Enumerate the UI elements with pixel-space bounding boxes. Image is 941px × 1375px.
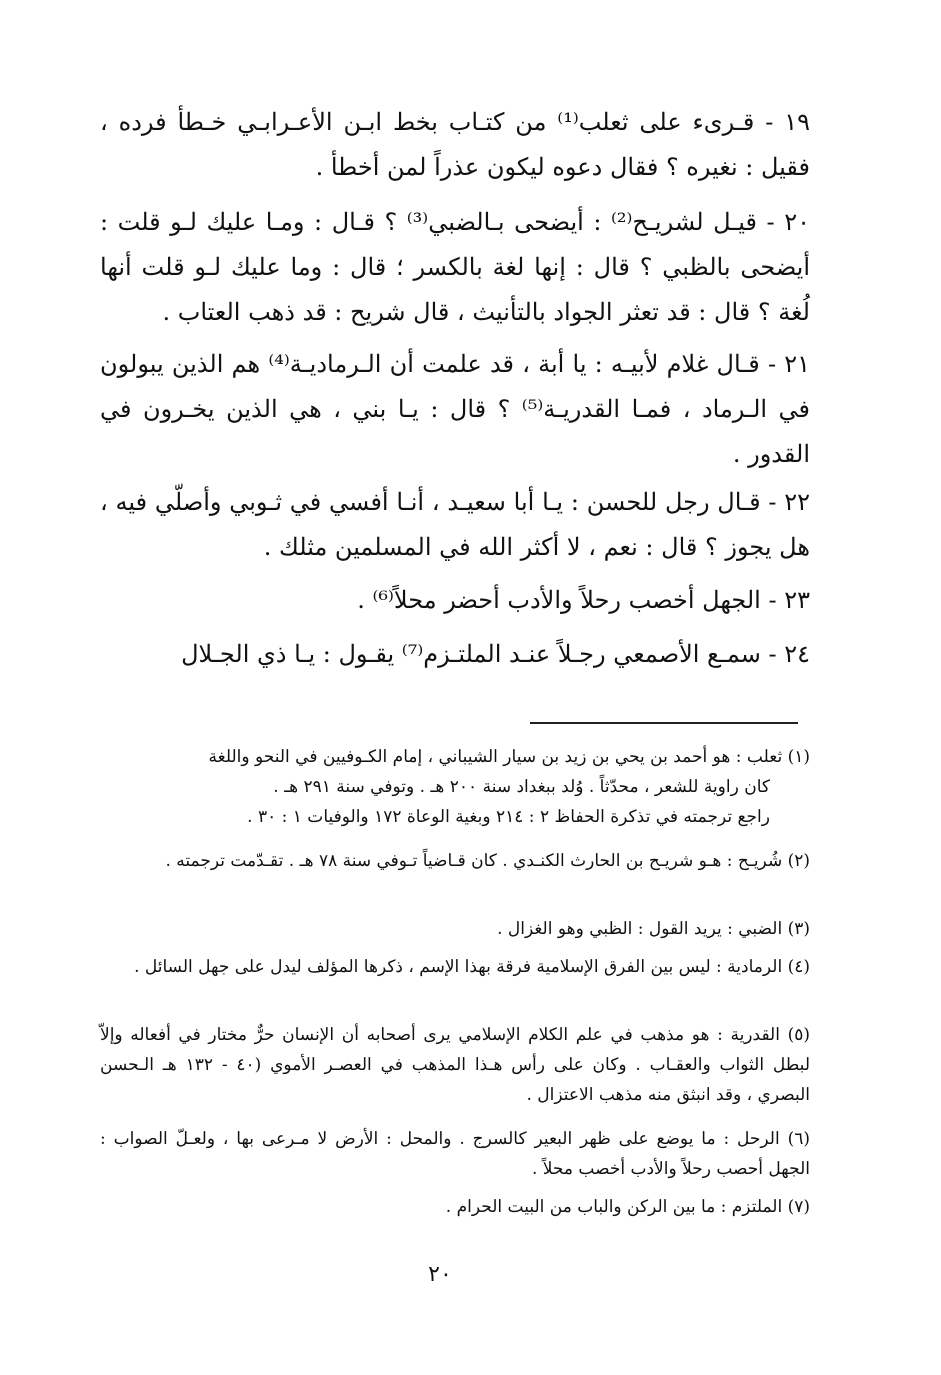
footnote-1-line-3: راجع ترجمته في تذكرة الحفاظ ٢ : ٢١٤ وبغية الوعاة ١٧٢ والوفيات ١ : ٣٠ . (247, 807, 770, 827)
paragraph-20: ٢٠ - قيـل لشريـح⁽²⁾ : أيضحى بـالضبي⁽³⁾ ؟ قـال : ومـا عليك لـو قلت : أيضحى بالظبي ؟ قال : إنها لغة بالكسر ؛ قال : وما عليك لـو قلت أنها لُغة ؟ قال : قد تعثر الجواد بالتأنيث ، قال شريح : قد ذهب العتاب . (100, 208, 810, 326)
footnote-6: (٦) الرحل : ما يوضع على ظهر البعير كالسرج . والمحل : الأرض لا مـرعى بها ، ولعـلّ الصواب : الجهل أحصب رحلاً والأدب أخصب محلاً . (100, 1129, 810, 1179)
paragraph-19: ١٩ - قـرىء على ثعلب⁽¹⁾ من كتـاب بخط ابـن الأعـرابـي خـطأ فرده ، فقيل : نغيره ؟ فقال دعوه ليكون عذراً لمن أخطأ . (100, 108, 810, 181)
footnote-7: (٧) الملتزم : ما بين الركن والباب من البيت الحرام . (445, 1197, 810, 1217)
footnote-separator (530, 722, 798, 724)
paragraph-21: ٢١ - قـال غلام لأبيـه : يا أبة ، قد علمت أن الـرماديـة⁽⁴⁾ هم الذين يبولون في الـرماد ، فمـا القدريـة⁽⁵⁾ ؟ قال : يـا بني ، هي الذين يخـرون في القدور . (100, 350, 811, 468)
footnote-4: (٤) الرمادية : ليس بين الفرق الإسلامية فرقة بهذا الإسم ، ذكرها المؤلف ليدل على جهل السائل . (134, 957, 810, 977)
footnote-1 (100, 742, 810, 832)
footnote-2: (٢) شُريـح : هـو شريـح بن الحارث الكنـدي . كان قـاضياً تـوفي سنة ٧٨ هـ . تقـدّمت ترجمته . (165, 851, 810, 871)
paragraph-22: ٢٢ - قـال رجل للحسن : يـا أبا سعيـد ، أنـا أفسي في ثـوبي وأصلّي فيه ، هل يجوز ؟ قال : نعم ، لا أكثر الله في المسلمين مثلك . (100, 488, 810, 561)
footnote-3: (٣) الضبي : يريد القول : الظبي وهو الغزال . (497, 919, 810, 939)
paragraph-24: ٢٤ - سمـع الأصمعي رجـلاً عنـد الملتـزم⁽⁷⁾ يقـول : يـا ذي الجـلال (181, 640, 810, 668)
paragraph-23: ٢٣ - الجهل أخصب رحلاً والأدب أحضر محلاً⁽⁶⁾ . (357, 586, 810, 614)
footnote-1-line-2: كان راوية للشعر ، محدّثاً . وُلد ببغداد سنة ٢٠٠ هـ . وتوفي سنة ٢٩١ هـ . (273, 777, 770, 797)
footnote-1-line-1: (١) ثعلب : هو أحمد بن يحي بن زيد بن سيار الشيباني ، إمام الكـوفيين في النحو واللغة (208, 747, 810, 767)
footnote-5: (٥) القدرية : هو مذهب في علم الكلام الإسلامي يرى أصحابه أن الإنسان حرٌّ مختار في أفعاله وإلاّ لبطل الثواب والعقـاب . وكان على رأس هـذا المذهب في العصـر الأموي (٤٠ - ١٣٢ هـ الـحسن البصري ، وقد انبثق منه مذهب الاعتزال . (100, 1025, 810, 1105)
page-number: ٢٠ (428, 1262, 452, 1287)
